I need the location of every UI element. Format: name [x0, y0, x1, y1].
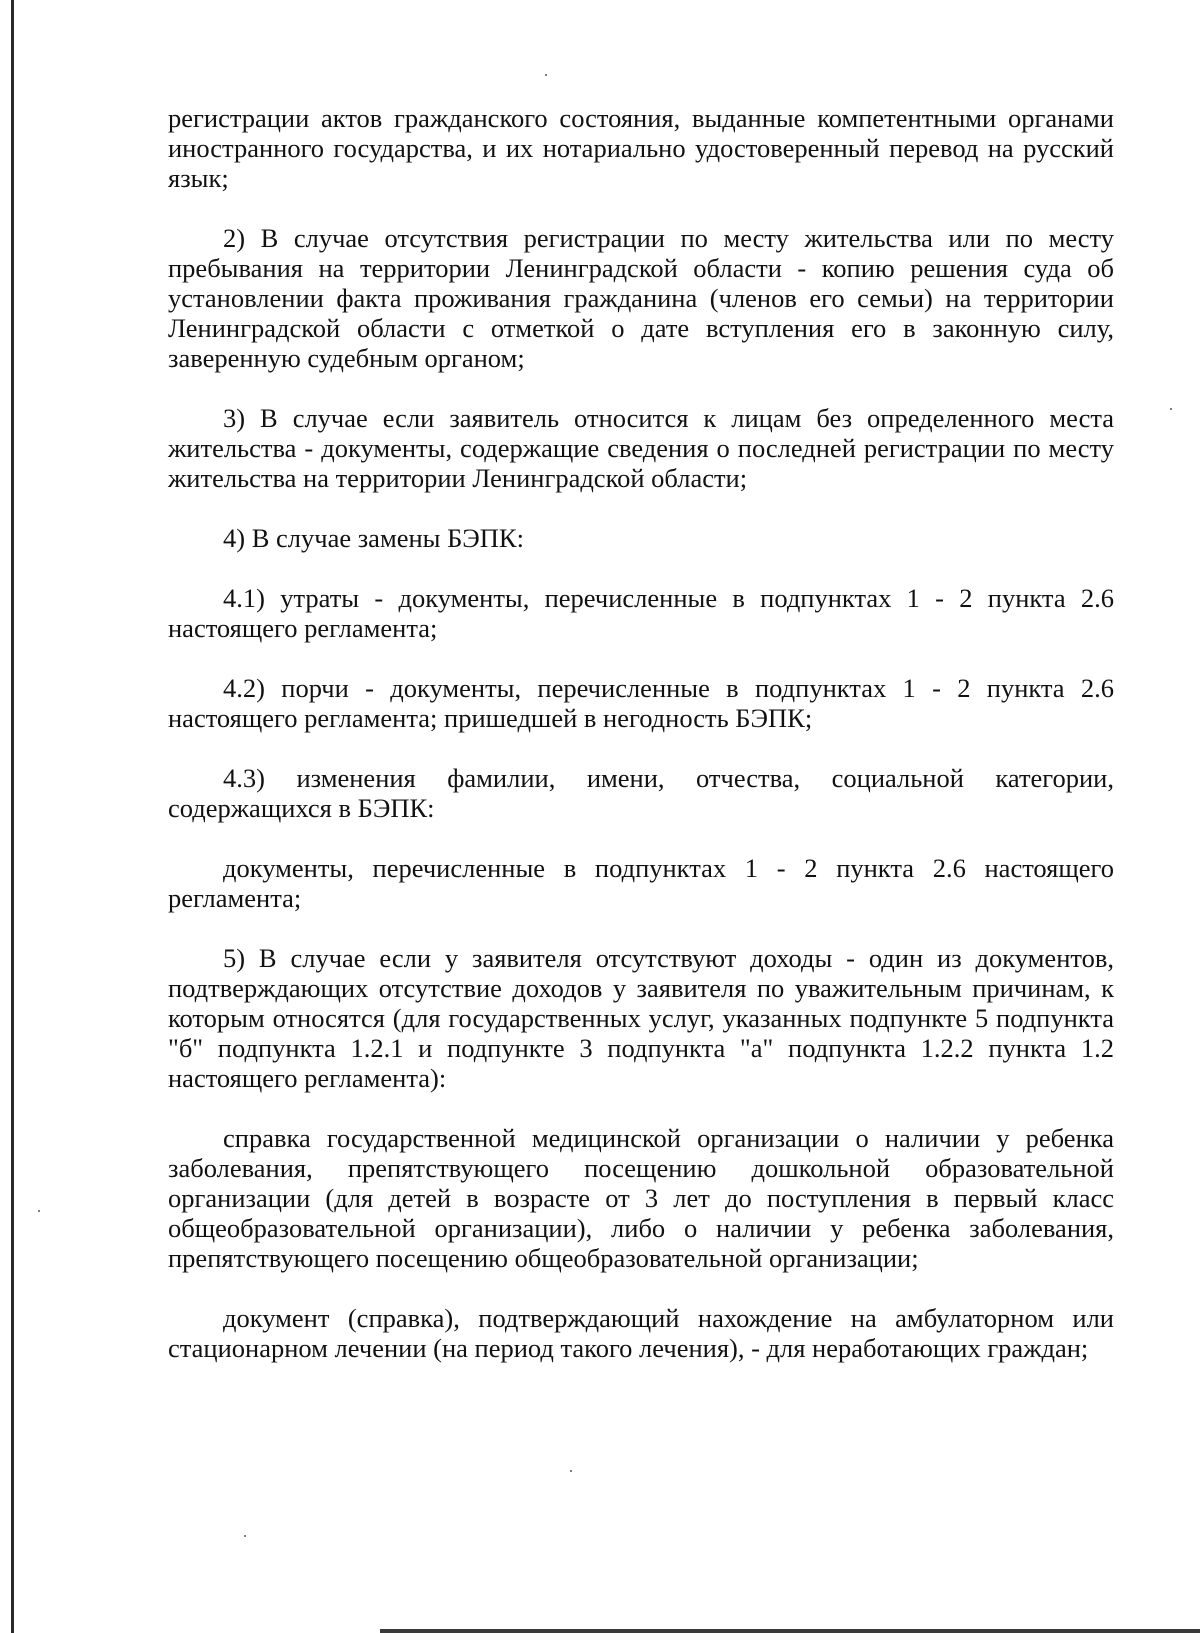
paragraph-item-2: 2) В случае отсутствия регистрации по месту жительства или по месту пребывания на территории Ленинградской области - копию решения суда об установлении факта проживания гражданина (членов его семьи) на территории Ленинградской области с отметкой о дате вступления его в законную силу, заверенную судебным органом;	[168, 223, 1114, 373]
paragraph-item-4: 4) В случае замены БЭПК:	[223, 523, 524, 553]
scan-bottom-edge	[380, 1629, 1200, 1633]
scan-left-edge	[11, 0, 14, 1633]
paragraph-item-4-3-documents: документы, перечисленные в подпунктах 1 - 2 пункта 2.6 настоящего регламента;	[168, 853, 1114, 913]
paragraph-treatment-certificate: документ (справка), подтверждающий нахождение на амбулаторном или стационарном лечении (на период такого лечения), - для неработающих граждан;	[168, 1303, 1114, 1363]
paragraph-item-4-3: 4.3) изменения фамилии, имени, отчества, социальной категории, содержащихся в БЭПК:	[168, 763, 1114, 823]
paragraph-continuation: регистрации актов гражданского состояния, выданные компетентными органами иностранного государства, и их нотариально удостоверенный перевод на русский язык;	[168, 103, 1114, 193]
paragraph-item-4-2: 4.2) порчи - документы, перечисленные в подпунктах 1 - 2 пункта 2.6 настоящего регламента; пришедшей в негодность БЭПК;	[168, 673, 1114, 733]
paragraph-item-4-1: 4.1) утраты - документы, перечисленные в подпунктах 1 - 2 пункта 2.6 настоящего регламента;	[168, 583, 1114, 643]
scan-speck	[545, 74, 547, 76]
paragraph-item-5: 5) В случае если у заявителя отсутствуют доходы - один из документов, подтверждающих отсутствие доходов у заявителя по уважительным причинам, к которым относятся (для государственных услуг, указанных подпункте 5 подпункта "б" подпункта 1.2.1 и подпункте 3 подпункта "а" подпункта 1.2.2 пункта 1.2 настоящего регламента):	[168, 943, 1114, 1093]
paragraph-medical-certificate: справка государственной медицинской организации о наличии у ребенка заболевания, препятствующего посещению дошкольной образовательной организации (для детей в возрасте от 3 лет до поступления в первый класс общеобразовательной организации), либо о наличии у ребенка заболевания, препятствующего посещению общеобразовательной организации;	[168, 1123, 1114, 1273]
scan-speck	[570, 1470, 572, 1472]
scan-speck	[244, 1535, 246, 1537]
scan-speck	[1170, 408, 1172, 410]
scan-speck	[38, 1210, 40, 1212]
paragraph-item-3: 3) В случае если заявитель относится к лицам без определенного места жительства - документы, содержащие сведения о последней регистрации по месту жительства на территории Ленинградской области;	[168, 403, 1114, 493]
document-body	[168, 103, 1114, 1393]
